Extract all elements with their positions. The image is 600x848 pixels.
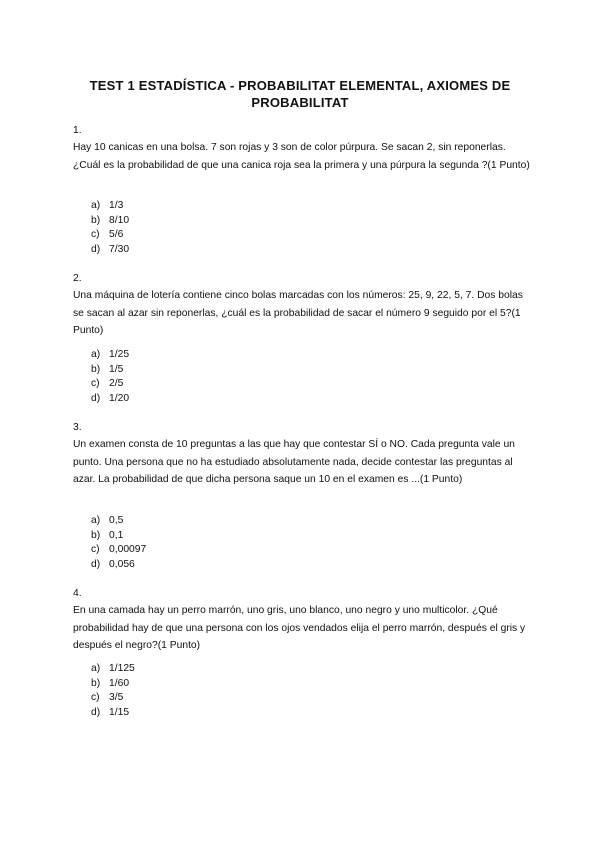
option-a: a) 1/125: [91, 663, 135, 674]
question-text: En una camada hay un perro marrón, uno gris, uno blanco, uno negro y uno multicolor. ¿Qué probabilidad hay de que una persona con los ojos vendados elija el perro marrón, después el gris y después el negro?(1 Punto): [73, 605, 526, 652]
option-c: c) 5/6: [91, 229, 124, 240]
option-a: a) 1/3: [91, 200, 124, 211]
option-c: c) 2/5: [91, 378, 124, 389]
question-number: 3.: [73, 422, 82, 433]
question-1-options: [91, 199, 129, 257]
question-2-options: [91, 348, 129, 406]
option-d: d) 0,056: [91, 558, 135, 570]
option-c: c) 0,00097: [91, 544, 147, 555]
question-number: 1.: [73, 125, 82, 136]
question-3: [73, 419, 533, 489]
option-b: b) 1/60: [91, 677, 130, 689]
question-1: [73, 122, 533, 174]
question-number: 4.: [73, 588, 82, 599]
question-text: Una máquina de lotería contiene cinco bolas marcadas con los números: 25, 9, 22, 5, 7. Dos bolas se sacan al azar sin reponerlas, ¿cuál es la probabilidad de sacar el número 9 seguido por el 5?(1 Punto): [73, 290, 523, 337]
option-d: d) 7/30: [91, 243, 130, 255]
option-c: c) 3/5: [91, 692, 124, 703]
option-a: a) 0,5: [91, 515, 124, 526]
question-3-options: [91, 514, 146, 572]
page-title: TEST 1 ESTADÍSTICA - PROBABILITAT ELEMENTAL, AXIOMES DE PROBABILITAT: [89, 78, 511, 110]
question-number: 2.: [73, 273, 82, 284]
question-text: Un examen consta de 10 preguntas a las que hay que contestar SÍ o NO. Cada pregunta vale un punto. Una persona que no ha estudiado absolutamente nada, decide contestar las preguntas al azar. La probabilidad de que dicha persona saque un 10 en el examen es ...(1 Punto): [73, 439, 515, 486]
option-b: b) 0,1: [91, 529, 124, 541]
question-4: [73, 585, 533, 655]
question-text: Hay 10 canicas en una bolsa. 7 son rojas y 3 son de color púrpura. Se sacan 2, sin reponerlas. ¿Cuál es la probabilidad de que una canica roja sea la primera y una púrpura la segunda ?(1 Punto): [73, 142, 530, 171]
question-4-options: [91, 662, 135, 720]
option-b: b) 8/10: [91, 214, 130, 226]
option-b: b) 1/5: [91, 363, 124, 375]
option-a: a) 1/25: [91, 349, 130, 360]
option-d: d) 1/15: [91, 706, 130, 718]
option-d: d) 1/20: [91, 392, 130, 404]
question-2: [73, 270, 533, 340]
